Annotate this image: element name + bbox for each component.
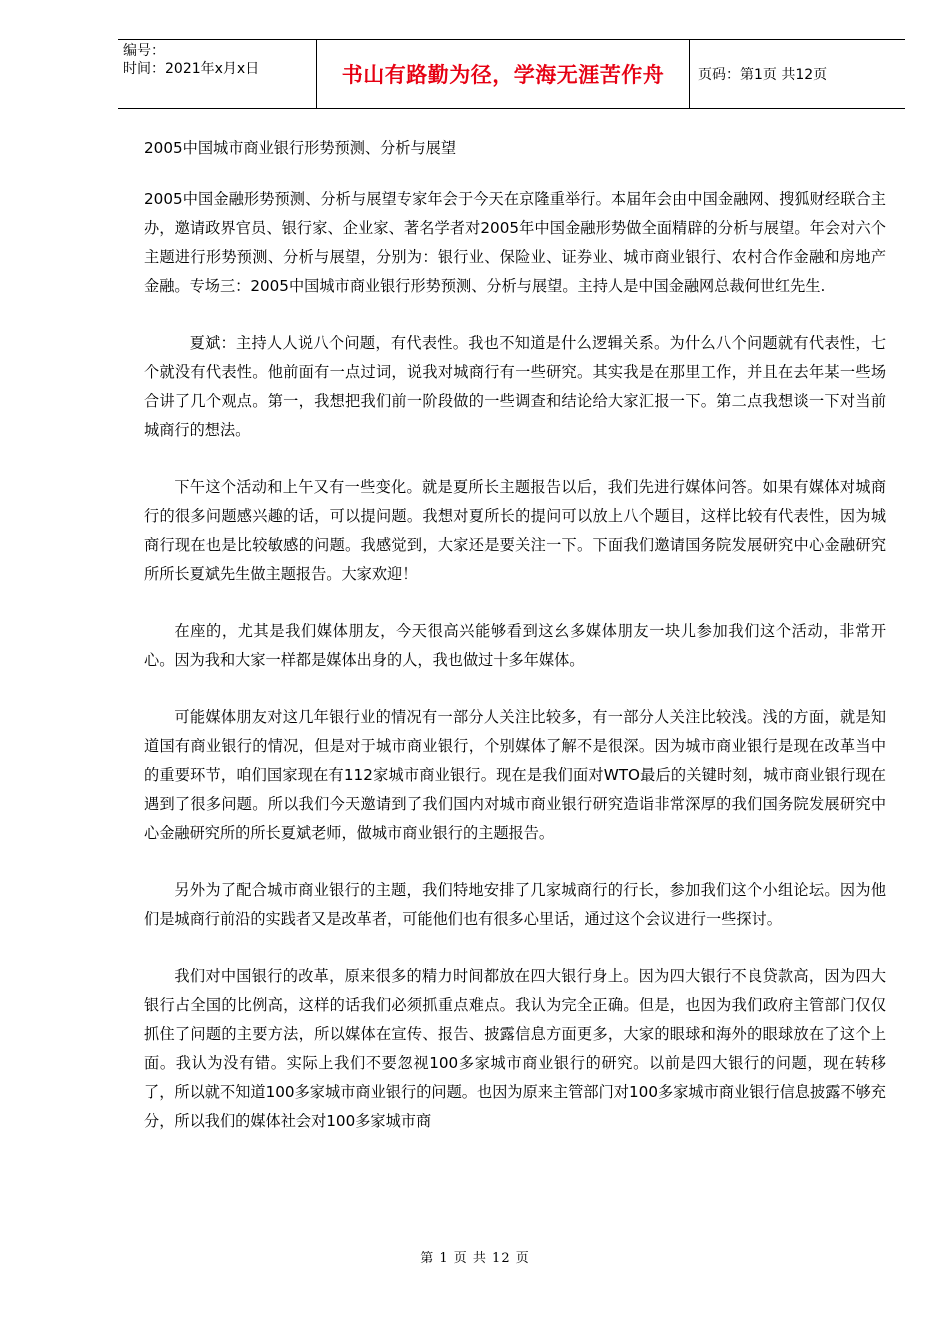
motto-text: 书山有路勤为径，学海无涯苦作舟 — [341, 62, 665, 87]
paragraph: 另外为了配合城市商业银行的主题，我们特地安排了几家城商行的行长，参加我们这个小组论坛。因为他们是城商行前沿的实践者又是改革者，可能他们也有很多心里话，通过这个会议进行一些探讨。 — [144, 881, 886, 928]
paragraph: 夏斌：主持人人说八个问题，有代表性。我也不知道是什么逻辑关系。为什么八个问题就有代表性，七个就没有代表性。他前面有一点过词，说我对城商行有一些研究。其实我是在那里工作，并且在去年某一些场合讲了几个观点。第一，我想把我们前一阶段做的一些调查和结论给大家汇报一下。第二点我想谈一下对当前城商行的想法。 — [144, 334, 886, 439]
time-label: 时间：2021年x月x日 — [123, 61, 260, 77]
page-info-text: 页码：第1页 共12页 — [698, 67, 828, 83]
document-title: 2005中国城市商业银行形势预测、分析与展望 — [144, 139, 457, 157]
document-body — [144, 134, 886, 1164]
serial-label: 编号： — [123, 43, 165, 59]
paragraph: 2005中国金融形势预测、分析与展望专家年会于今天在京隆重举行。本届年会由中国金融网、搜狐财经联合主办，邀请政界官员、银行家、企业家、著名学者对2005年中国金融形势做全面精辟的分析与展望。年会对六个主题进行形势预测、分析与展望，分别为：银行业、保险业、证券业、城市商业银行、农村合作金融和房地产金融。专场三：2005中国城市商业银行形势预测、分析与展望。主持人是中国金融网总裁何世红先生. — [144, 190, 886, 295]
paragraph: 在座的，尤其是我们媒体朋友，今天很高兴能够看到这幺多媒体朋友一块儿参加我们这个活动，非常开心。因为我和大家一样都是媒体出身的人，我也做过十多年媒体。 — [144, 622, 886, 669]
paragraph: 下午这个活动和上午又有一些变化。就是夏所长主题报告以后，我们先进行媒体问答。如果有媒体对城商行的很多问题感兴趣的话，可以提问题。我想对夏所长的提问可以放上八个题目，这样比较有代表性，因为城商行现在也是比较敏感的问题。我感觉到，大家还是要关注一下。下面我们邀请国务院发展研究中心金融研究所所长夏斌先生做主题报告。大家欢迎！ — [144, 478, 886, 583]
page-footer — [0, 1247, 950, 1266]
page-header — [118, 39, 905, 109]
header-page-info — [690, 40, 905, 108]
footer-page-number: 第 1 页 共 12 页 — [420, 1251, 530, 1266]
header-motto-cell — [316, 40, 690, 108]
paragraph: 我们对中国银行的改革，原来很多的精力时间都放在四大银行身上。因为四大银行不良贷款高，因为四大银行占全国的比例高，这样的话我们必须抓重点难点。我认为完全正确。但是，也因为我们政府主管部门仅仅抓住了问题的主要方法，所以媒体在宣传、报告、披露信息方面更多，大家的眼球和海外的眼球放在了这个上面。我认为没有错。实际上我们不要忽视100多家城市商业银行的研究。以前是四大银行的问题，现在转移了，所以就不知道100多家城市商业银行的问题。也因为原来主管部门对100多家城市商业银行信息披露不够充分，所以我们的媒体社会对100多家城市商 — [144, 967, 886, 1130]
header-meta — [118, 40, 316, 108]
paragraph: 可能媒体朋友对这几年银行业的情况有一部分人关注比较多，有一部分人关注比较浅。浅的方面，就是知道国有商业银行的情况，但是对于城市商业银行，个别媒体了解不是很深。因为城市商业银行是现在改革当中的重要环节，咱们国家现在有112家城市商业银行。现在是我们面对WTO最后的关键时刻，城市商业银行现在遇到了很多问题。所以我们今天邀请到了我们国内对城市商业银行研究造诣非常深厚的我们国务院发展研究中心金融研究所的所长夏斌老师，做城市商业银行的主题报告。 — [144, 708, 886, 842]
